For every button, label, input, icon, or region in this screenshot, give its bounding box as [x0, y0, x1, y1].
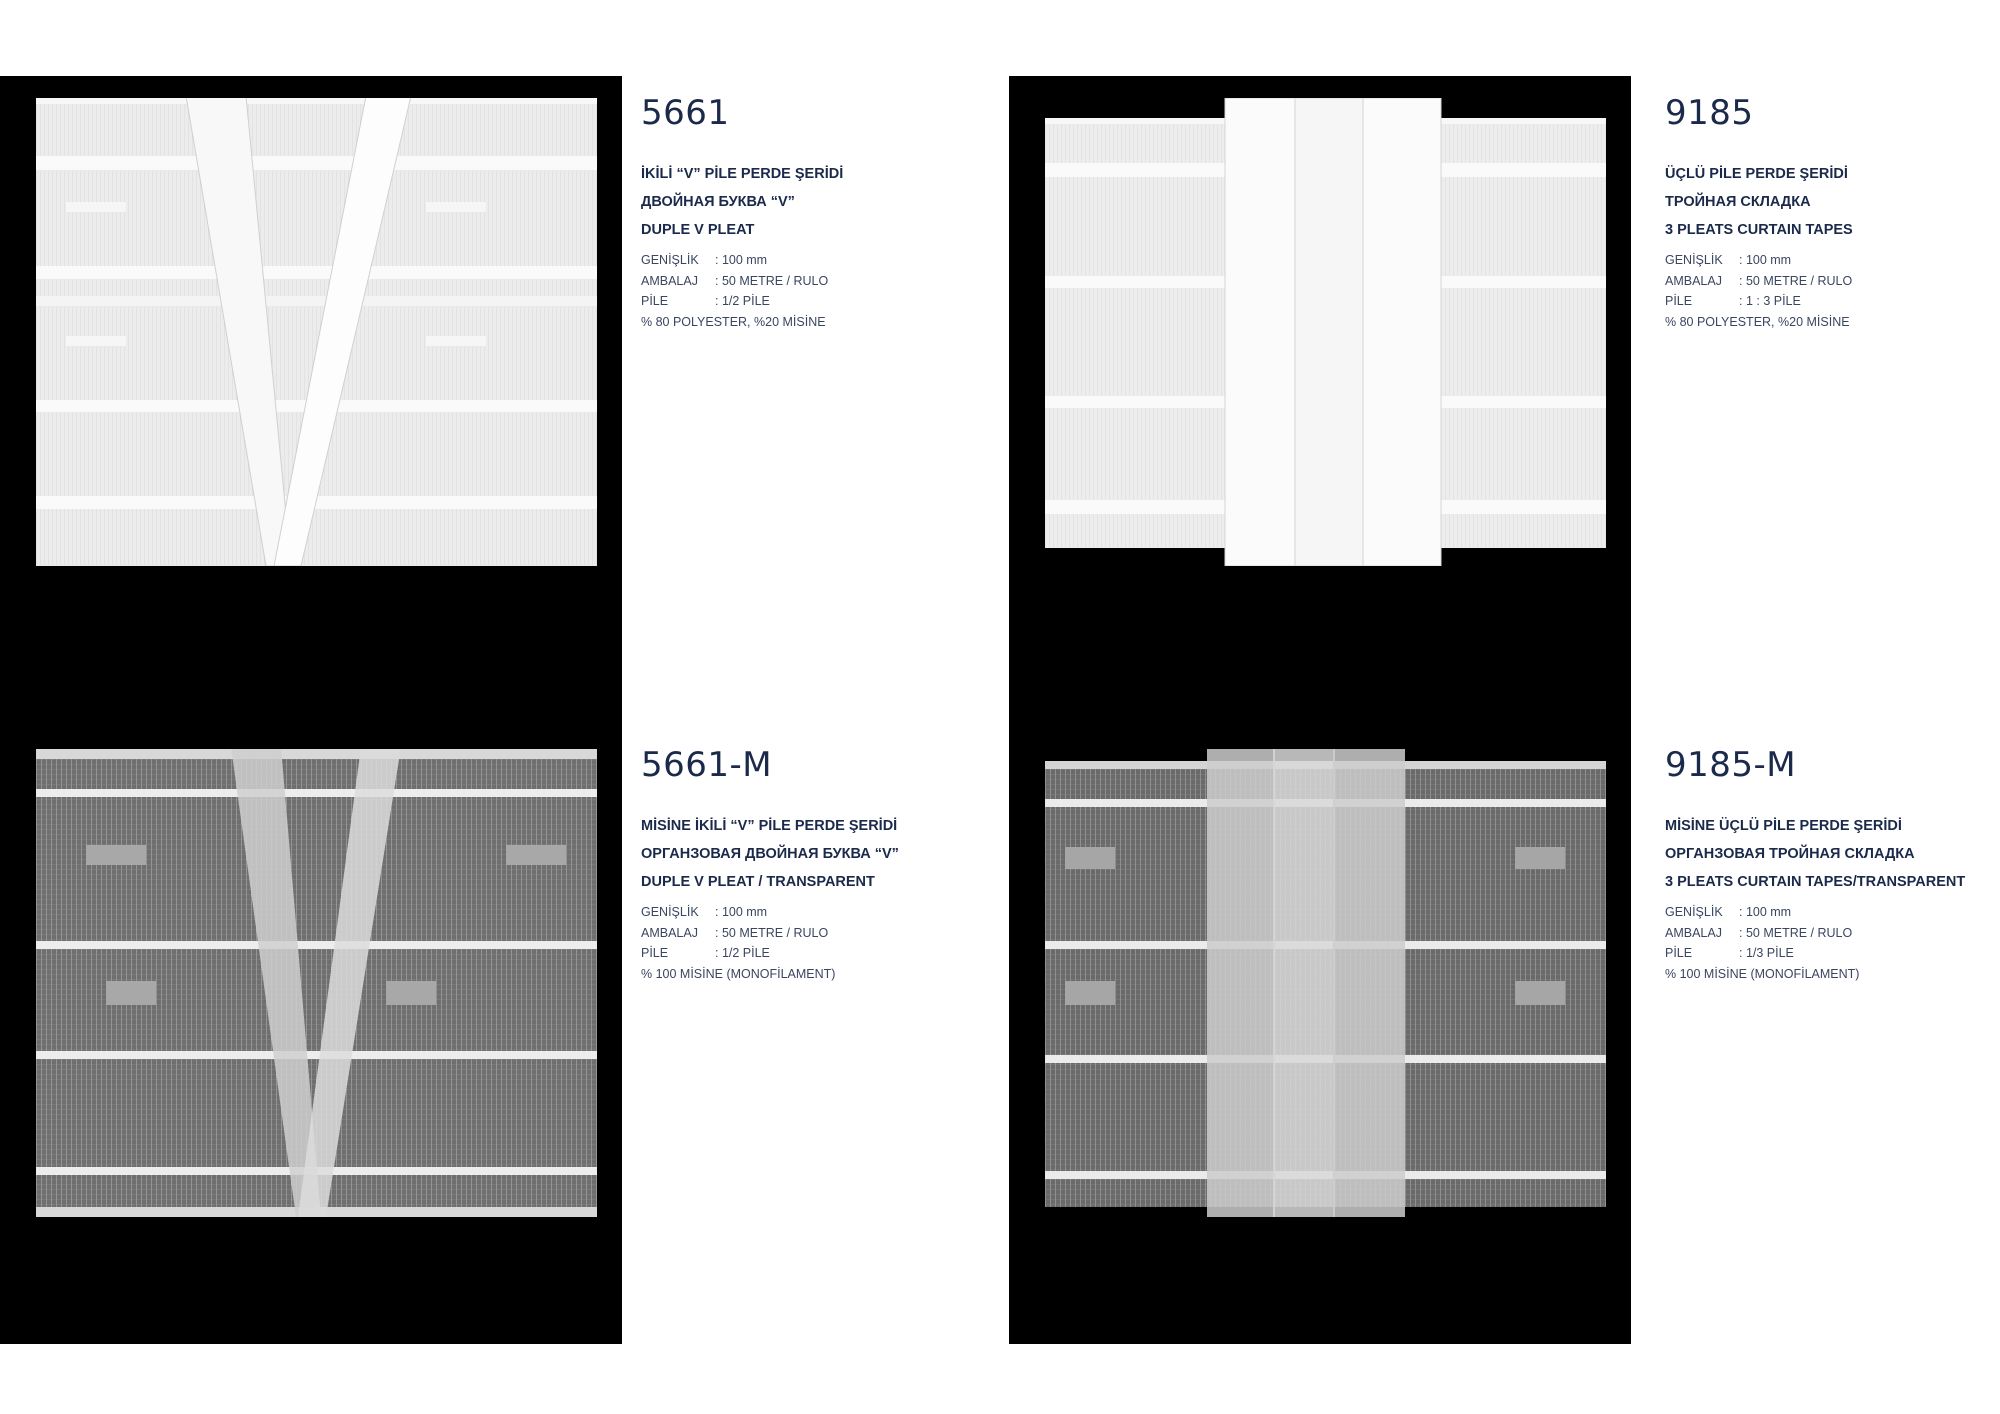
spec-width: GENİŞLİK : 100 mm [641, 905, 768, 919]
product-code: 5661-M [641, 745, 773, 785]
spec-list [641, 902, 961, 984]
product-name-en: DUPLE V PLEAT [641, 222, 755, 238]
product-name-ru: ТРОЙНАЯ СКЛАДКА [1665, 194, 1811, 210]
spec-material: % 100 MİSİNE (MONOFİLAMENT) [641, 966, 836, 981]
spec-list [1665, 250, 1985, 332]
product-image-5661 [36, 98, 597, 566]
product-image-9185 [1045, 98, 1606, 566]
product-image-9185-m [1045, 749, 1606, 1217]
spec-material: % 80 POLYESTER, %20 MİSİNE [1665, 314, 1850, 329]
spec-packaging: AMBALAJ : 50 METRE / RULO [1665, 925, 1853, 940]
spec-list [641, 250, 961, 332]
spec-packaging: AMBALAJ : 50 METRE / RULO [641, 273, 829, 288]
spec-material: % 100 MİSİNE (MONOFİLAMENT) [1665, 966, 1860, 981]
product-name-en: 3 PLEATS CURTAIN TAPES [1665, 222, 1853, 238]
spec-packaging: AMBALAJ : 50 METRE / RULO [641, 925, 829, 940]
spec-pleat: PİLE : 1/2 PİLE [641, 946, 770, 960]
product-info-9185 [1665, 93, 1985, 332]
product-panel-right [1009, 76, 1966, 1344]
product-name-tr: MİSİNE ÜÇLÜ PİLE PERDE ŞERİDİ [1665, 818, 1902, 834]
product-name-ru: ДВОЙНАЯ БУКВА “V” [641, 194, 795, 210]
spec-width: GENİŞLİK : 100 mm [1665, 905, 1792, 919]
product-code: 9185 [1665, 93, 1754, 133]
product-info-5661 [641, 93, 961, 332]
product-image-5661-m [36, 749, 597, 1217]
product-code: 9185-M [1665, 745, 1797, 785]
spec-width: GENİŞLİK : 100 mm [1665, 253, 1792, 267]
product-name-ru: ОРГАНЗОВАЯ ТРОЙНАЯ СКЛАДКА [1665, 846, 1915, 862]
product-info-9185-m [1665, 745, 1985, 984]
product-info-5661-m [641, 745, 961, 984]
spec-width: GENİŞLİK : 100 mm [641, 253, 768, 267]
spec-material: % 80 POLYESTER, %20 MİSİNE [641, 314, 826, 329]
product-name-en: DUPLE V PLEAT / TRANSPARENT [641, 874, 875, 890]
product-panel-left [0, 76, 899, 1344]
spec-list [1665, 902, 1985, 984]
product-name-en: 3 PLEATS CURTAIN TAPES/TRANSPARENT [1665, 874, 1966, 890]
spec-pleat: PİLE : 1 : 3 PİLE [1665, 294, 1801, 308]
product-name-ru: ОРГАНЗОВАЯ ДВОЙНАЯ БУКВА “V” [641, 846, 899, 862]
product-name-tr: MİSİNE İKİLİ “V” PİLE PERDE ŞERİDİ [641, 818, 898, 834]
product-name-tr: ÜÇLÜ PİLE PERDE ŞERİDİ [1665, 166, 1848, 182]
spec-pleat: PİLE : 1/2 PİLE [641, 294, 770, 308]
product-name-tr: İKİLİ “V” PİLE PERDE ŞERİDİ [641, 166, 844, 182]
product-code: 5661 [641, 93, 730, 133]
spec-packaging: AMBALAJ : 50 METRE / RULO [1665, 273, 1853, 288]
spec-pleat: PİLE : 1/3 PİLE [1665, 946, 1794, 960]
